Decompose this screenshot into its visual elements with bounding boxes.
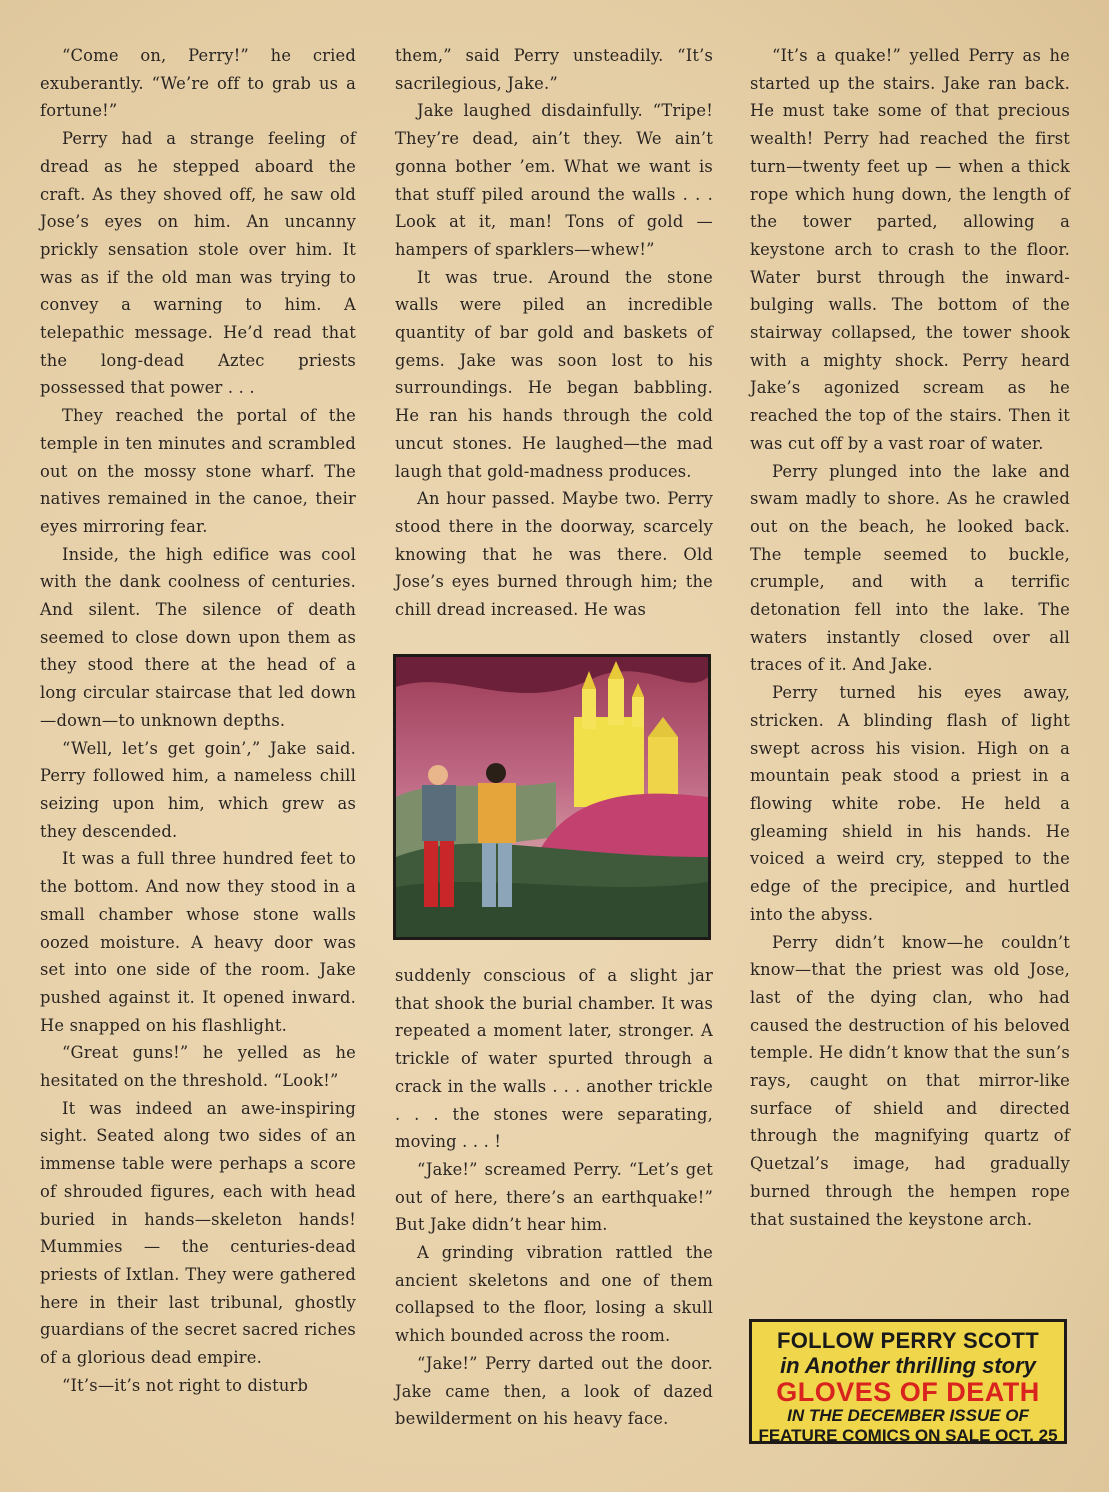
paragraph: suddenly conscious of a slight jar that shook the burial chamber. It was repeated a moment later, stronger. A trickle of water spurted through a crack in the walls . . . another trickle . . . the stones were separating, moving . . . !	[395, 966, 713, 1152]
text-column-2-top	[395, 42, 713, 624]
paragraph: Jake laughed disdainfully. “Tripe! They’re dead, ain’t they. We ain’t gonna bother ’em. What we want is that stuff piled around the walls . . . Look at it, man! Tons of gold —hampers of sparklers—whew!”	[395, 101, 713, 259]
paragraph: them,” said Perry unsteadily. “It’s sacrilegious, Jake.”	[395, 46, 713, 93]
paragraph: Perry plunged into the lake and swam madly to shore. As he crawled out on the beach, he looked back. The temple seemed to buckle, crumple, and with a terrific detonation fell into the lake. The waters instantly closed over all traces of it. And Jake.	[750, 461, 1070, 675]
paragraph: Perry turned his eyes away, stricken. A blinding flash of light swept across his vision. High on a mountain peak stood a priest in a flowing white robe. He held a gleaming shield in his hands. He voiced a weird cry, stepped to the edge of the precipice, and hurtled into the abyss.	[750, 683, 1070, 924]
paragraph: Perry didn’t know—he couldn’t know—that the priest was old Jose, last of the dying clan, who had caused the destruction of his beloved temple. He didn’t know that the sun’s rays, caught on that mirror-like surface of shield and directed through the magnifying quartz of Quetzal’s image, had gradually burned through the hempen rope that sustained the keystone arch.	[750, 932, 1070, 1229]
illustration-art	[396, 657, 708, 937]
promo-line-2: in Another thrilling story	[780, 1353, 1036, 1378]
story-illustration	[393, 654, 711, 940]
paragraph: “Jake!” screamed Perry. “Let’s get out of here, there’s an earthquake!” But Jake didn’t hear him.	[395, 1159, 713, 1235]
next-issue-promo-box	[749, 1319, 1067, 1444]
paragraph: “Great guns!” he yelled as he hesitated on the threshold. “Look!”	[40, 1043, 356, 1091]
paragraph: “It’s a quake!” yelled Perry as he started up the stairs. Jake ran back. He must take some of that precious wealth! Perry had reached the first turn—twenty feet up — when a thick rope which hung down, the length of the tower parted, allowing a keystone arch to crash to the floor. Water burst through the inward-bulging walls. The bottom of the stairway collapsed, the tower shook with a mighty shock. Perry heard Jake’s agonized scream as he reached the top of the stairs. Then it was cut off by a vast roar of water.	[750, 46, 1070, 453]
paragraph: “Come on, Perry!” he cried exuberantly. “We’re off to grab us a fortune!”	[40, 46, 356, 121]
paragraph: It was true. Around the stone walls were piled an incredible quantity of bar gold and baskets of gems. Jake was soon lost to his surroundings. He began babbling. He ran his hands through the cold uncut stones. He laughed—the mad laugh that gold-madness produces.	[395, 267, 713, 481]
paragraph: “Well, let’s get goin’,” Jake said. Perry followed him, a nameless chill seizing upon him, which grew as they descended.	[40, 738, 356, 841]
paragraph: A grinding vibration rattled the ancient skeletons and one of them collapsed to the floor, losing a skull which bounded across the room.	[395, 1243, 713, 1346]
promo-line-4: IN THE DECEMBER ISSUE OF	[787, 1406, 1029, 1425]
text-column-2-bottom	[395, 962, 713, 1433]
paragraph: An hour passed. Maybe two. Perry stood there in the doorway, scarcely knowing that he was there. Old Jose’s eyes burned through him; the chill dread increased. He was	[395, 489, 713, 620]
text-column-1	[40, 42, 356, 1399]
paragraph: It was indeed an awe-inspiring sight. Seated along two sides of an immense table were perhaps a score of shrouded figures, each with head buried in hands—skeleton hands! Mummies — the centuries-dead priests of Ixtlan. They were gathered here in their last tribunal, ghostly guardians of the secret sacred riches of a glorious dead empire.	[40, 1098, 356, 1368]
paragraph: Perry had a strange feeling of dread as he stepped aboard the craft. As they shoved off, he saw old Jose’s eyes on him. An uncanny prickly sensation stole over him. It was as if the old man was trying to convey a warning to him. A telepathic message. He’d read that the long-dead Aztec priests possessed that power . . .	[40, 129, 356, 398]
promo-story-title: GLOVES OF DEATH	[776, 1377, 1040, 1407]
paragraph: It was a full three hundred feet to the bottom. And now they stood in a small chamber whose stone walls oozed moisture. A heavy door was set into one side of the room. Jake pushed against it. It opened inward. He snapped on his flashlight.	[40, 849, 356, 1035]
paragraph: “It’s—it’s not right to disturb	[62, 1375, 309, 1395]
paragraph: They reached the portal of the temple in ten minutes and scrambled out on the mossy stone wharf. The natives remained in the canoe, their eyes mirroring fear.	[40, 406, 356, 536]
promo-line-5: FEATURE COMICS ON SALE OCT. 25	[758, 1426, 1058, 1445]
paragraph: “Jake!” Perry darted out the door. Jake came then, a look of dazed bewilderment on his heavy face.	[395, 1353, 713, 1429]
text-column-3	[750, 42, 1070, 1233]
promo-line-1: FOLLOW PERRY SCOTT	[776, 1328, 1040, 1353]
paragraph: Inside, the high edifice was cool with the dank coolness of centuries. And silent. The silence of death seemed to close down upon them as they stood there at the head of a long circular staircase that led down—down—to unknown depths.	[40, 544, 356, 730]
